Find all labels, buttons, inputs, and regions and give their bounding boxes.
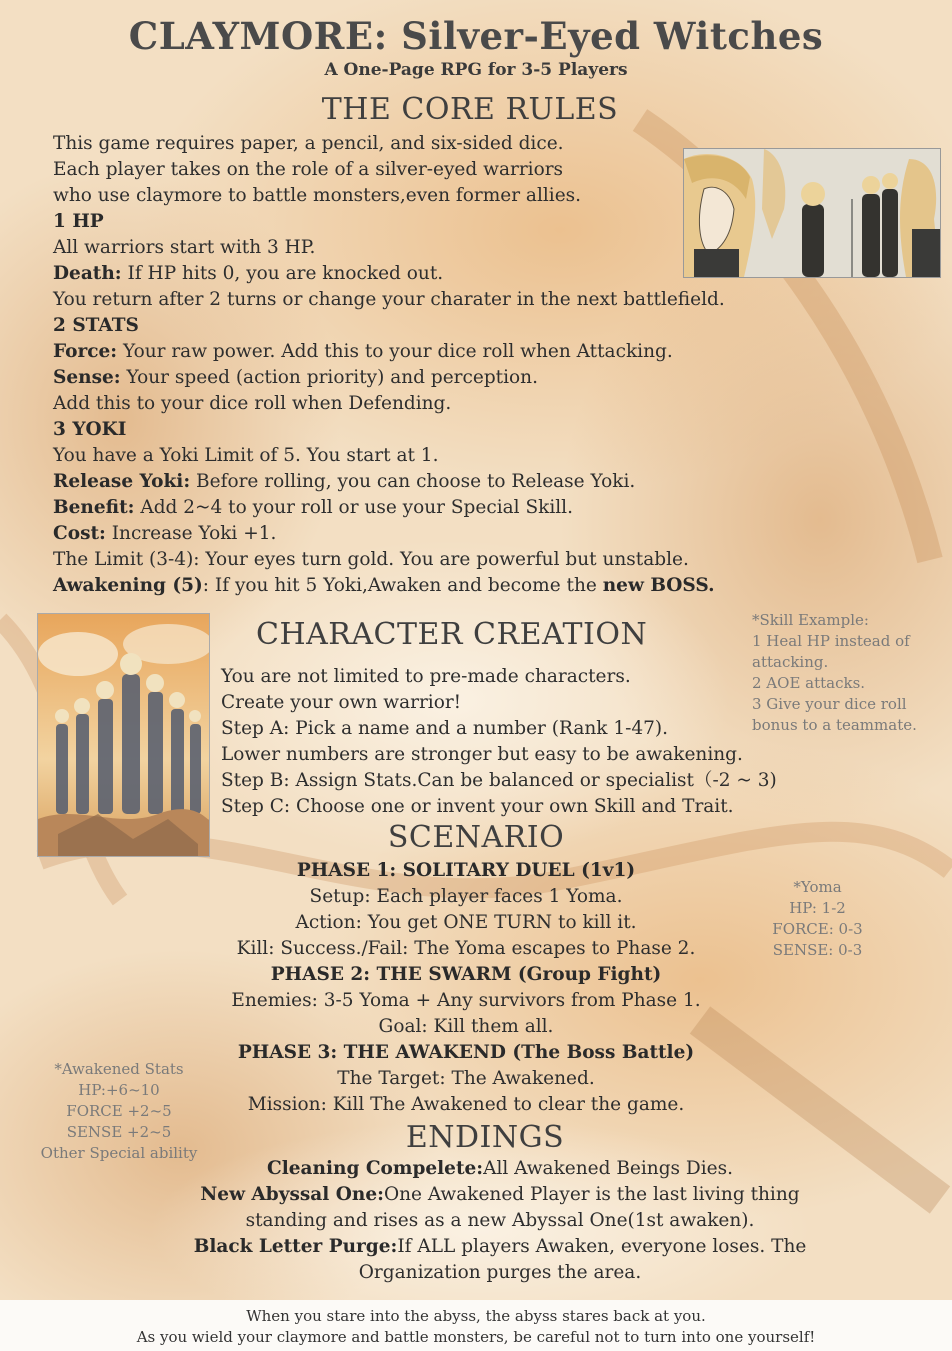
ending-label: New Abyssal One:: [200, 1184, 384, 1205]
phase2-line: Goal: Kill them all.: [378, 1016, 554, 1037]
ending-label: Cleaning Compelete:: [267, 1158, 484, 1179]
return-rule: You return after 2 turns or change your charater in the next battlefield.: [53, 289, 725, 310]
note-line: HP: 1-2: [789, 899, 846, 917]
char-line: Step C: Choose one or invent your own Skill and Trait.: [221, 796, 734, 817]
warriors-panel-illustration: [683, 148, 941, 278]
phase1-line: Action: You get ONE TURN to kill it.: [295, 912, 637, 933]
phase1-line: Kill: Success./Fail: The Yoma escapes to Phase 2.: [236, 938, 696, 959]
limit-rule: The Limit (3-4): Your eyes turn gold. You are powerful but unstable.: [53, 549, 689, 570]
note-line: FORCE: 0-3: [772, 920, 863, 938]
char-line: Lower numbers are stronger but easy to be awakening.: [221, 744, 743, 765]
note-line: 3 Give your dice roll: [752, 695, 907, 713]
note-line: bonus to a teammate.: [752, 716, 917, 734]
scenario-heading: SCENARIO: [387, 820, 565, 855]
char-line: Create your own warrior!: [221, 692, 462, 713]
sense-rule-2: Add this to your dice roll when Defending.: [53, 393, 452, 414]
cost-text: Increase Yoki +1.: [105, 523, 277, 544]
char-line: Step A: Pick a name and a number (Rank 1-47).: [221, 718, 669, 739]
sense-label: Sense:: [53, 367, 121, 388]
intro-line: who use claymore to battle monsters,even former allies.: [53, 185, 582, 206]
ending-cleaning: [130, 1156, 870, 1182]
awakening-label: Awakening (5): [53, 575, 203, 596]
char-line: Step B: Assign Stats.Can be balanced or specialist（-2 ~ 3): [221, 770, 777, 791]
phase1-title: PHASE 1: SOLITARY DUEL (1v1): [296, 860, 636, 881]
force-label: Force:: [53, 341, 118, 362]
sense-text: Your speed (action priority) and perception.: [120, 367, 538, 388]
release-label: Release Yoki:: [53, 471, 191, 492]
footer: [0, 1300, 952, 1351]
force-text: Your raw power. Add this to your dice roll when Attacking.: [117, 341, 673, 362]
stats-heading: 2 STATS: [53, 315, 139, 336]
intro-line: Each player takes on the role of a silver-eyed warriors: [53, 159, 564, 180]
death-text: If HP hits 0, you are knocked out.: [121, 263, 444, 284]
page-subtitle: A One-Page RPG for 3-5 Players: [324, 60, 628, 80]
note-line: *Awakened Stats: [54, 1060, 184, 1078]
intro-line: This game requires paper, a pencil, and six-sided dice.: [53, 133, 564, 154]
core-rules-section: [53, 131, 725, 599]
awakening-bold: new BOSS.: [602, 575, 715, 596]
hp-start: All warriors start with 3 HP.: [53, 237, 316, 258]
footer-quote: When you stare into the abyss, the abyss stares back at you.: [246, 1307, 706, 1325]
note-line: 2 AOE attacks.: [752, 674, 866, 692]
ending-purge-cont: Organization purges the area.: [358, 1262, 642, 1283]
benefit-text: Add 2~4 to your roll or use your Special Skill.: [134, 497, 573, 518]
phase2-title: PHASE 2: THE SWARM (Group Fight): [270, 964, 662, 985]
sense-rule: [53, 365, 725, 391]
release-rule: [53, 469, 725, 495]
note-line: SENSE +2~5: [66, 1123, 172, 1141]
scenario-section: [180, 858, 752, 1118]
cost-label: Cost:: [53, 523, 106, 544]
ending-text: All Awakened Beings Dies.: [483, 1158, 733, 1179]
ending-text: If ALL players Awaken, everyone loses. The: [397, 1236, 807, 1257]
death-rule: [53, 261, 725, 287]
ending-label: Black Letter Purge:: [193, 1236, 398, 1257]
note-line: Other Special ability: [40, 1144, 198, 1162]
footer-warning: As you wield your claymore and battle monsters, be careful not to turn into one yourself!: [136, 1328, 816, 1346]
character-creation-heading: CHARACTER CREATION: [256, 617, 648, 652]
force-rule: [53, 339, 725, 365]
note-line: SENSE: 0-3: [772, 941, 863, 959]
character-creation-text: [221, 664, 777, 820]
ending-text: One Awakened Player is the last living thing: [383, 1184, 800, 1205]
phase1-line: Setup: Each player faces 1 Yoma.: [309, 886, 623, 907]
phase3-title: PHASE 3: THE AWAKEND (The Boss Battle): [237, 1042, 695, 1063]
death-label: Death:: [53, 263, 122, 284]
note-line: HP:+6~10: [78, 1081, 160, 1099]
awakening-rule: [53, 573, 725, 599]
awakening-text: : If you hit 5 Yoki,Awaken and become the: [202, 575, 603, 596]
char-line: You are not limited to pre-made characters.: [221, 666, 631, 687]
phase3-line: Mission: Kill The Awakened to clear the game.: [247, 1094, 685, 1115]
note-line: attacking.: [752, 653, 829, 671]
core-rules-heading: THE CORE RULES: [321, 92, 619, 127]
hp-heading: 1 HP: [53, 211, 104, 232]
note-line: 1 Heal HP instead of: [752, 632, 910, 650]
ending-abyssal-cont: standing and rises as a new Abyssal One(1st awaken).: [245, 1210, 755, 1231]
ending-purge: [130, 1234, 870, 1260]
yoma-stats-note: [760, 877, 875, 961]
note-line: FORCE +2~5: [66, 1102, 172, 1120]
ending-abyssal: [130, 1182, 870, 1208]
endings-heading: ENDINGS: [405, 1120, 565, 1155]
release-text: Before rolling, you can choose to Release Yoki.: [190, 471, 636, 492]
yoki-heading: 3 YOKI: [53, 419, 127, 440]
note-line: *Yoma: [793, 878, 842, 896]
phase2-line: Enemies: 3-5 Yoma + Any survivors from Phase 1.: [231, 990, 701, 1011]
phase3-line: The Target: The Awakened.: [337, 1068, 595, 1089]
yoki-limit: You have a Yoki Limit of 5. You start at 1.: [53, 445, 439, 466]
skill-example-note: [752, 610, 917, 736]
benefit-rule: [53, 495, 725, 521]
note-line: *Skill Example:: [752, 611, 869, 629]
benefit-label: Benefit:: [53, 497, 135, 518]
cost-rule: [53, 521, 725, 547]
page-title: CLAYMORE: Silver-Eyed Witches: [128, 14, 824, 58]
endings-section: [130, 1156, 870, 1286]
